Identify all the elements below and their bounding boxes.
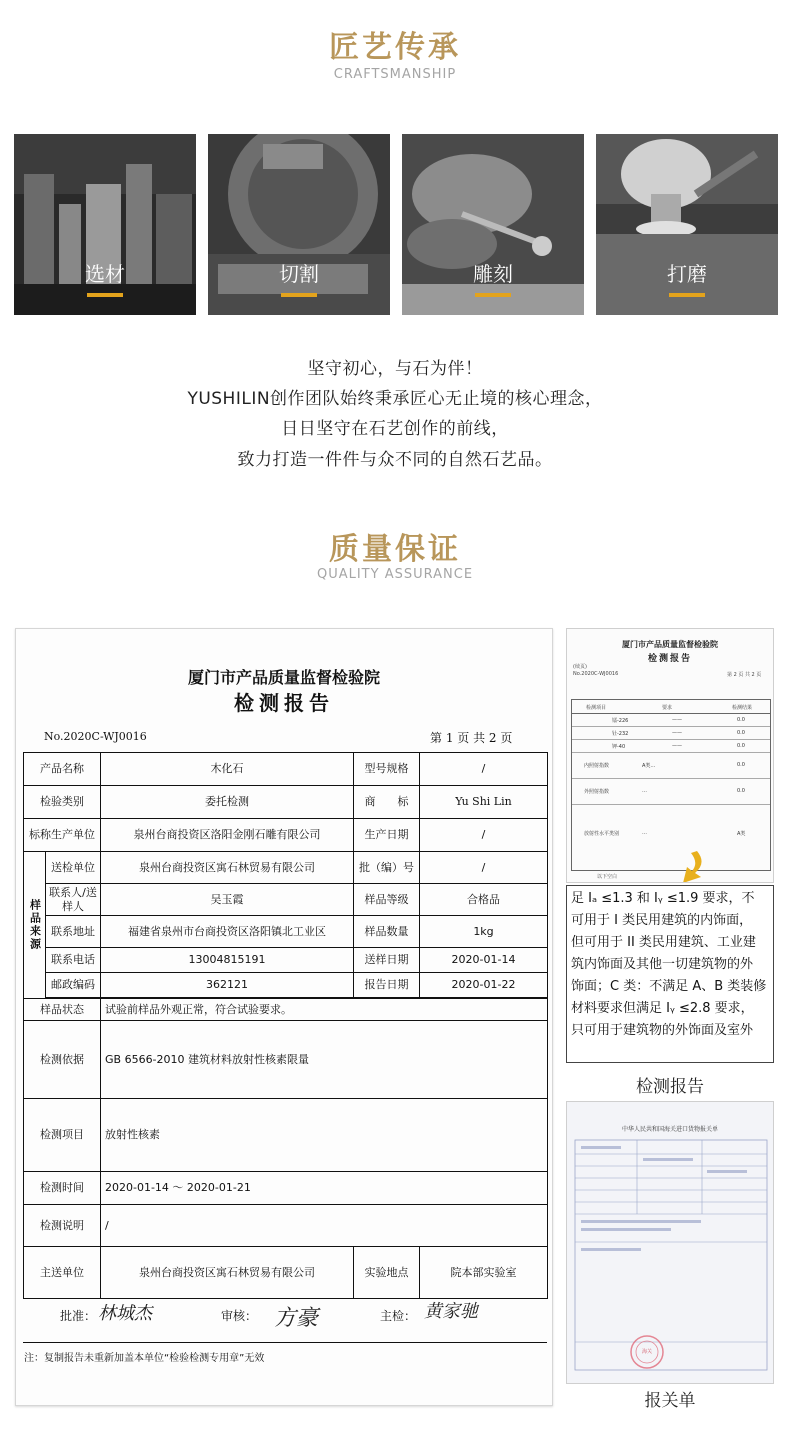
inspect-label: 主检： [380,1309,417,1323]
cell-label: 检测时间 [24,1172,101,1205]
photo-select-material [14,134,196,315]
review-signature: 方豪 [274,1306,319,1331]
cell-value: 吴玉霞 [101,884,354,916]
thumb-continued: (续页) [573,664,587,670]
cell-value: 泉州台商投资区寓石林贸易有限公司 [101,1247,354,1299]
thumb-cell: 放射性水平类别 [584,831,620,837]
cell-label: 样品等级 [354,884,420,916]
thumb-cell: 0.0 [737,788,745,794]
thumb-col: 检测结果 [732,705,753,711]
cell-value: 福建省泉州市台商投资区洛阳镇北工业区 [101,916,354,948]
review-label: 审核： [221,1309,258,1323]
cell-value: 放射性核素 [101,1099,548,1172]
cell-value: 362121 [101,973,354,998]
inspect-signature: 黄家驰 [424,1301,478,1322]
intro-line: 致力打造一件件与众不同的自然石艺品。 [237,450,553,470]
intro-line: 日日坚守在石艺创作的前线， [281,419,509,439]
photo-cutting [208,134,390,315]
thumb-cell: 0.0 [737,730,745,736]
accent-bar [281,293,317,297]
thumb-page: 第 2 页 共 2 页 [727,672,762,678]
report-institute: 厦门市产品质量监督检验院 [187,668,380,687]
thumb-cell: 钾-40 [612,744,626,750]
accent-bar [669,293,705,297]
customs-stamp: 海关 [641,1349,652,1355]
cell-label: 样品数量 [354,916,420,948]
intro-line: YUSHILIN创作团队始终秉承匠心无止境的核心理念， [187,389,603,409]
cell-label: 检验类别 [24,786,101,819]
cell-label: 送检单位 [46,852,101,884]
cell-value: 委托检测 [101,786,354,819]
craft-subtitle: CRAFTSMANSHIP [333,67,457,82]
cell-value: 泉州台商投资区寓石林贸易有限公司 [101,852,354,884]
thumb-cell: 内照射指数 [584,763,610,769]
cell-value: 1kg [420,916,548,948]
thumb-col: 检测项目 [586,705,607,711]
cell-label: 实验地点 [354,1247,420,1299]
cell-label: 联系人/送样人 [46,884,101,916]
thumb-cell: … [642,788,647,794]
photo-carving [402,134,584,315]
report-title: 检测报告 [234,691,334,715]
cell-value: Yu Shi Lin [420,786,548,819]
cell-value: 试验前样品外观正常，符合试验要求。 [101,999,548,1021]
cell-value: / [420,753,548,786]
approve-label: 批准： [60,1309,97,1323]
thumb-title: 检测报告 [647,654,692,664]
cell-value: 木化石 [101,753,354,786]
cell-label: 检测项目 [24,1099,101,1172]
cell-label: 检测依据 [24,1021,101,1099]
customs-title: 中华人民共和国海关进口货物报关单 [621,1126,718,1133]
thumb-institute: 厦门市产品质量监督检验院 [622,640,718,649]
cell-label: 联系电话 [46,948,101,973]
photo-polishing [596,134,778,315]
cell-label: 主送单位 [24,1247,101,1299]
zoom-line: 筑内饰面及其他一切建筑物的外 [571,957,754,972]
thumb-cell: 0.0 [737,743,745,749]
zoom-line: 只可用于建筑物的外饰面及室外 [571,1023,754,1038]
zoom-line: 可用于 I 类民用建筑的内饰面， [571,913,753,928]
thumb-end: 以下空白 [597,874,618,880]
cell-label: 样品状态 [24,999,101,1021]
cell-value: / [420,819,548,852]
cell-value: 院本部实验室 [420,1247,548,1299]
accent-bar [475,293,511,297]
cell-value: 2020-01-14 [420,948,548,973]
zoom-line: 足 Iₐ ≤1.3 和 Iᵧ ≤1.9 要求，不 [571,891,755,906]
cell-value: / [420,852,548,884]
accent-bar [87,293,123,297]
divider [23,1342,547,1343]
craft-title: 匠艺传承 [329,30,461,65]
zoom-line: 但可用于 II 类民用建筑、工业建 [571,935,756,950]
cell-label: 联系地址 [46,916,101,948]
report-number: No.2020C-WJ0016 [44,730,147,743]
cell-value: GB 6566-2010 建筑材料放射性核素限量 [101,1021,548,1099]
step-label: 切割 [279,262,319,286]
thumb-cell: —— [672,730,682,736]
cell-label: 邮政编码 [46,973,101,998]
cell-value: 2020-01-14 ～ 2020-01-21 [101,1172,548,1205]
thumb-col: 要求 [662,705,673,711]
thumb-cell: 0.0 [737,762,745,768]
quality-title: 质量保证 [329,532,461,567]
thumb-cell: … [642,830,647,836]
report-page: 第 1 页 共 2 页 [430,731,513,745]
arrow-icon [667,849,717,883]
customs-form-lines [567,1102,774,1384]
zoom-line: 材料要求但满足 Iᵧ ≤2.8 要求， [571,1001,754,1016]
cell-label: 商 标 [354,786,420,819]
thumb-cell: 钍-232 [612,731,629,737]
quality-subtitle: QUALITY ASSURANCE [316,567,474,582]
intro-line: 坚守初心，与石为伴！ [307,359,483,379]
thumb-rows [572,714,770,865]
step-label: 雕刻 [473,262,513,286]
step-label: 打磨 [667,262,707,286]
cell-label: 产品名称 [24,753,101,786]
thumb-cell: A类… [642,763,656,769]
approve-signature: 林城杰 [98,1303,152,1324]
thumb-table [571,699,771,871]
cell-label: 报告日期 [354,973,420,998]
cell-value: 泉州台商投资区洛阳金刚石雕有限公司 [101,819,354,852]
thumb-cell: A类 [737,831,746,837]
step-label: 选材 [85,262,125,286]
cell-value: 合格品 [420,884,548,916]
thumb-cell: 镭-226 [612,718,629,724]
cell-value: 2020-01-22 [420,973,548,998]
caption-customs: 报关单 [644,1391,696,1411]
thumb-cell: 外照射指数 [584,789,610,795]
cell-label: 生产日期 [354,819,420,852]
customs-declaration-thumbnail [566,1101,774,1384]
sample-source-label: 样品来源 [28,899,42,951]
cell-label: 型号规格 [354,753,420,786]
report-note: 注：复制报告未重新加盖本单位“检验检测专用章”无效 [24,1353,265,1364]
cell-value: 13004815191 [101,948,354,973]
caption-report: 检测报告 [636,1077,704,1097]
thumb-cell: —— [672,717,682,723]
test-report-document [15,628,553,1406]
thumb-number: No.2020C-WJ0016 [573,671,619,677]
thumb-table-header [572,700,770,714]
cell-label: 标称生产单位 [24,819,101,852]
sample-source-cell [24,852,46,999]
report-zoom-excerpt [566,885,774,1063]
report-page2-thumbnail [566,628,774,883]
cell-label: 送样日期 [354,948,420,973]
thumb-cell: —— [672,743,682,749]
cell-value: / [101,1205,548,1247]
cell-label: 批（编）号 [354,852,420,884]
report-table [23,752,548,1299]
thumb-cell: 0.0 [737,717,745,723]
zoom-line: 饰面；C 类：不满足 A、B 类装修 [571,979,767,994]
cell-label: 检测说明 [24,1205,101,1247]
